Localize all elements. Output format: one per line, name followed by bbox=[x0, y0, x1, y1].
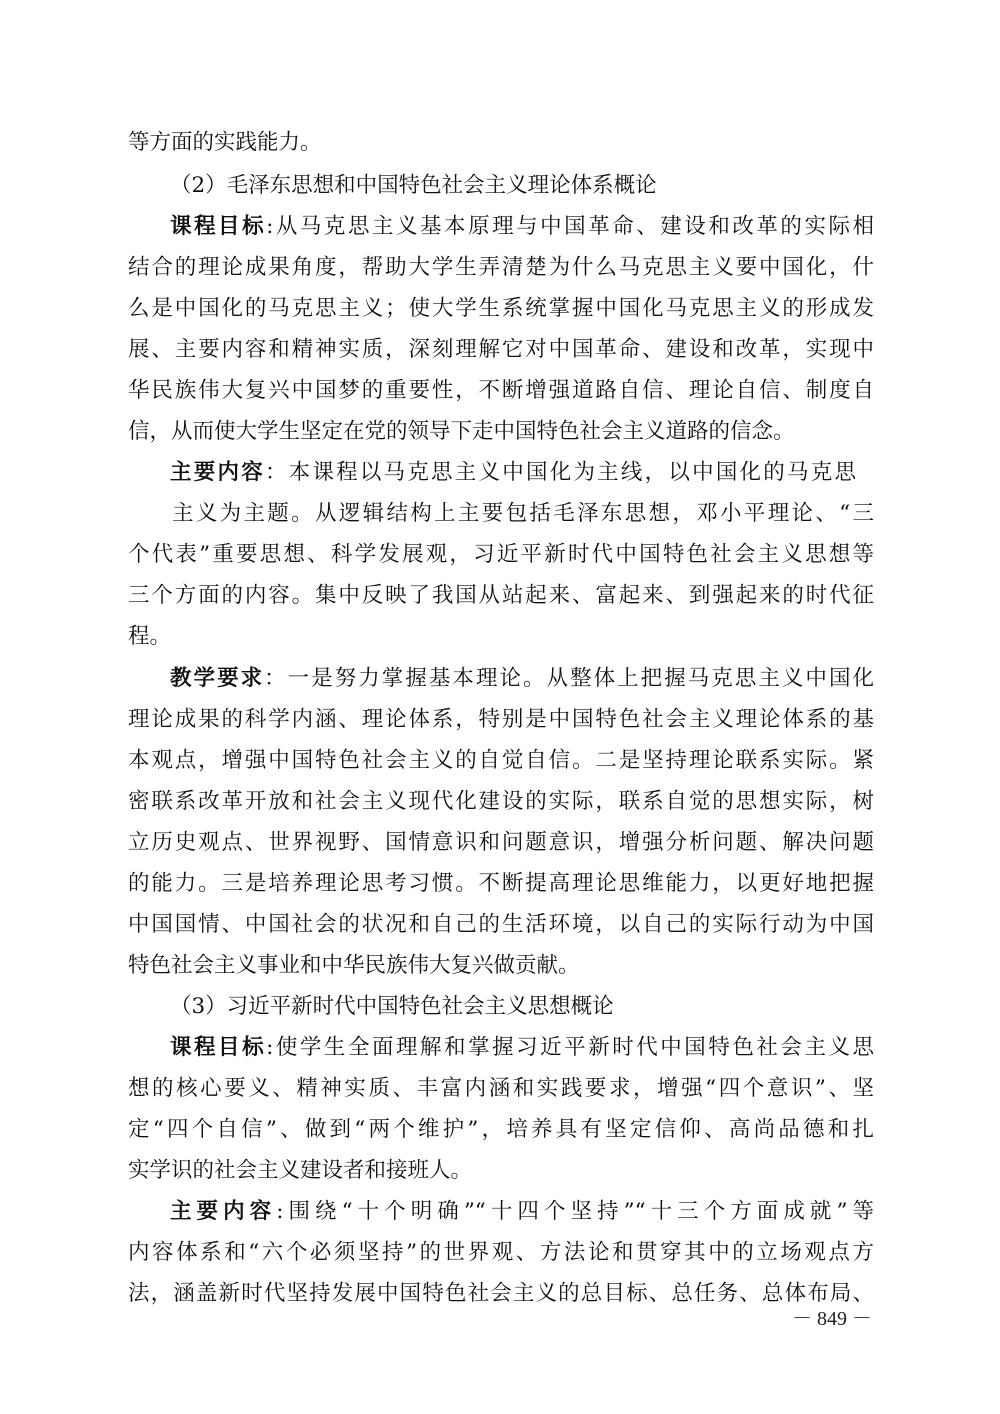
main-content-line: 三个方面的内容。集中反映了我国从站起来、富起来、到强起来的时代征 bbox=[128, 583, 874, 608]
course-goal-line: 结合的理论成果角度，帮助大学生弄清楚为什么马克思主义要中国化，什 bbox=[128, 255, 874, 280]
teaching-req-line: 本观点，增强中国特色社会主义的自觉自信。二是坚持理论联系实际。紧 bbox=[128, 748, 874, 773]
teaching-req-label: 教学要求 bbox=[170, 666, 265, 691]
course-goal-line: 么是中国化的马克思主义；使大学生系统掌握中国化马克思主义的形成发 bbox=[128, 296, 874, 321]
main-content-line: 内容体系和“六个必须坚持”的世界观、方法论和贯穿其中的立场观点方 bbox=[128, 1240, 874, 1265]
main-content-label: 主要内容 bbox=[170, 1199, 277, 1224]
course-goal-line: 展、主要内容和精神实质，深刻理解它对中国革命、建设和改革，实现中 bbox=[128, 337, 874, 362]
teaching-req-line: 中国国情、中国社会的状况和自己的生活环境，以自己的实际行动为中国 bbox=[128, 912, 874, 937]
main-content-line bbox=[170, 1192, 874, 1232]
section-heading-3: （3）习近平新时代中国特色社会主义思想概论 bbox=[170, 994, 614, 1019]
main-content-line: 程。 bbox=[128, 624, 172, 649]
course-goal-line: 华民族伟大复兴中国梦的重要性，不断增强道路自信、理论自信、制度自 bbox=[128, 378, 874, 403]
course-goal-line: 定“四个自信”、做到“两个维护”，培养具有坚定信仰、高尚品德和扎 bbox=[128, 1117, 874, 1142]
course-goal-label: 课程目标 bbox=[170, 214, 267, 239]
course-goal-text: :从马克思主义基本原理与中国革命、建设和改革的实际相 bbox=[266, 214, 874, 239]
main-content-label: 主要内容 bbox=[170, 460, 265, 485]
course-goal-text: :使学生全面理解和掌握习近平新时代中国特色社会主义思 bbox=[266, 1035, 874, 1060]
teaching-req-line: 的能力。三是培养理论思考习惯。不断提高理论思维能力，以更好地把握 bbox=[128, 871, 874, 896]
course-goal-line: 想的核心要义、精神实质、丰富内涵和实践要求，增强“四个意识”、坚 bbox=[128, 1076, 874, 1101]
teaching-req-line: 密联系改革开放和社会主义现代化建设的实际，联系自觉的思想实际，树 bbox=[128, 789, 874, 814]
main-content-line: 个代表”重要思想、科学发展观，习近平新时代中国特色社会主义思想等 bbox=[128, 542, 874, 567]
course-goal-line: 实学识的社会主义建设者和接班人。 bbox=[128, 1158, 473, 1183]
course-goal-line: 信，从而使大学生坚定在党的领导下走中国特色社会主义道路的信念。 bbox=[128, 419, 795, 444]
course-goal-label: 课程目标 bbox=[170, 1035, 267, 1060]
teaching-req-line: 特色社会主义事业和中华民族伟大复兴做贡献。 bbox=[128, 953, 580, 978]
page-number: － 849 － bbox=[792, 1308, 872, 1330]
section-heading-2: （2）毛泽东思想和中国特色社会主义理论体系概论 bbox=[170, 173, 657, 198]
teaching-req-line bbox=[170, 659, 874, 699]
main-content-line: 主义为主题。从逻辑结构上主要包括毛泽东思想，邓小平理论、“三 bbox=[172, 501, 874, 526]
main-content-line bbox=[170, 453, 856, 493]
paragraph-continuation: 等方面的实践能力。 bbox=[128, 130, 322, 155]
course-goal-line bbox=[170, 1028, 874, 1068]
main-content-text: :围绕“十个明确”“十四个坚持”“十三个方面成就”等 bbox=[276, 1199, 874, 1224]
main-content-text: ：本课程以马克思主义中国化为主线，以中国化的马克思 bbox=[264, 460, 856, 485]
teaching-req-line: 立历史观点、世界视野、国情意识和问题意识，增强分析问题、解决问题 bbox=[128, 830, 874, 855]
teaching-req-text: ：一是努力掌握基本理论。从整体上把握马克思主义中国化 bbox=[264, 666, 874, 691]
teaching-req-line: 理论成果的科学内涵、理论体系，特别是中国特色社会主义理论体系的基 bbox=[128, 707, 874, 732]
main-content-line: 法，涵盖新时代坚持发展中国特色社会主义的总目标、总任务、总体布局、 bbox=[128, 1281, 874, 1306]
course-goal-line bbox=[170, 207, 874, 247]
